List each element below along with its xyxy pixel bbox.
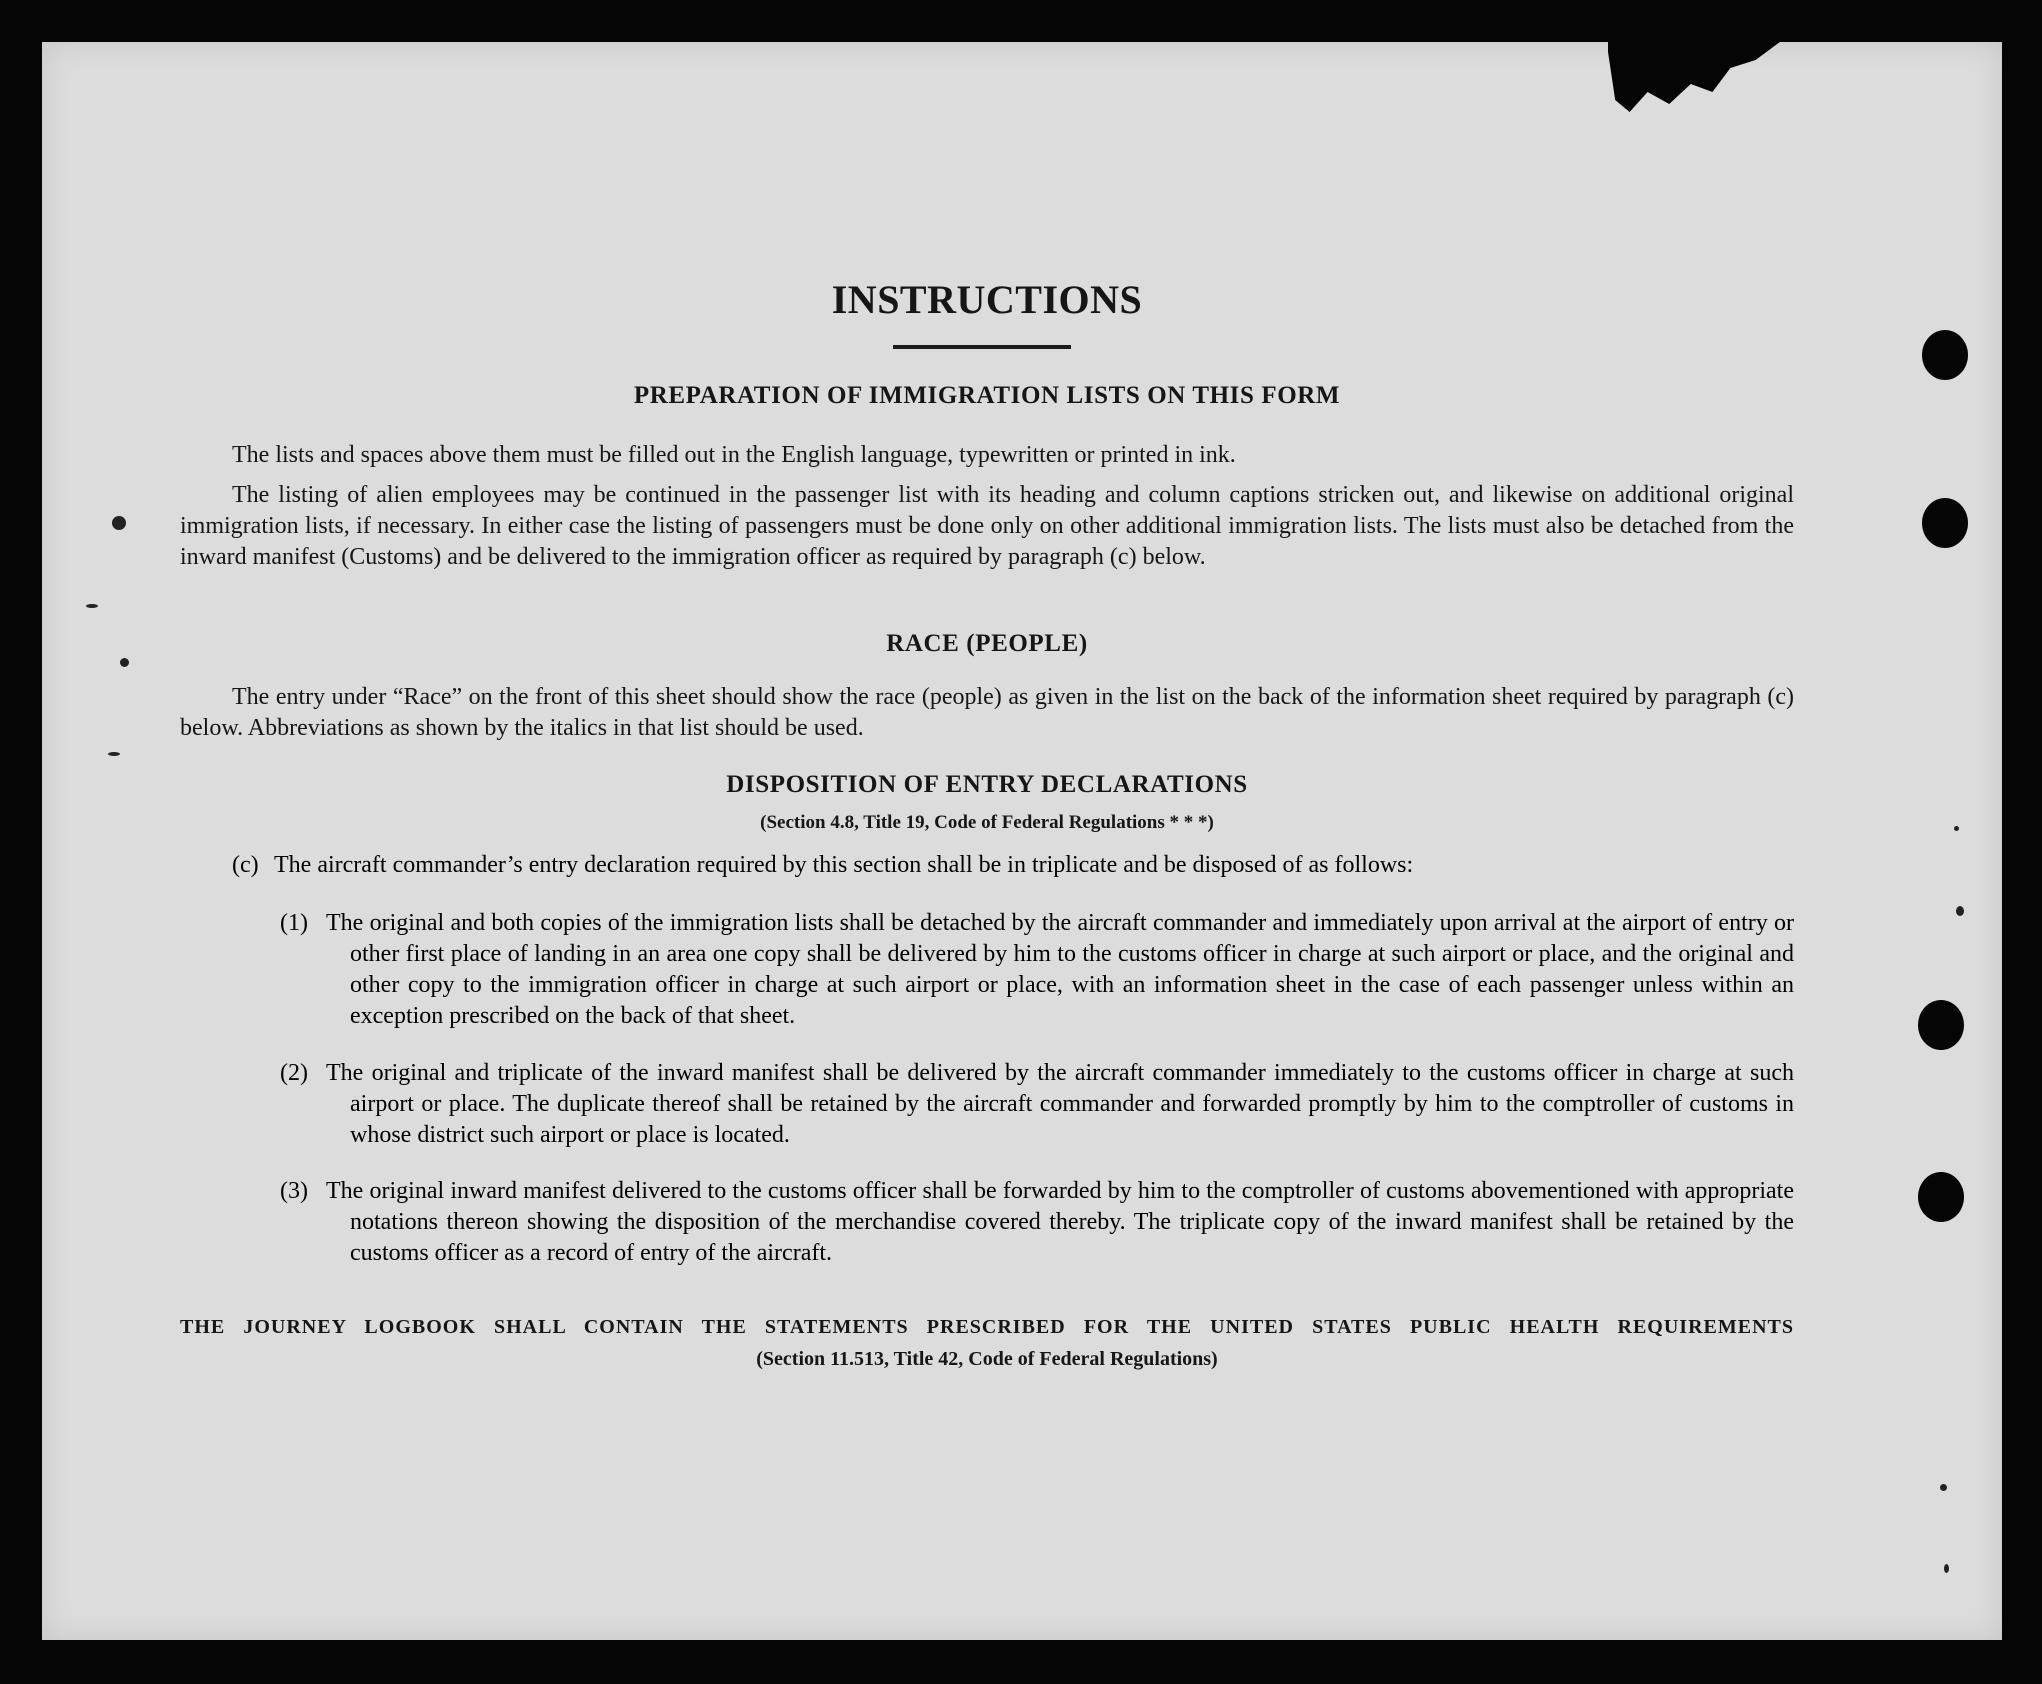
footer-citation: (Section 11.513, Title 42, Code of Federal Regulations) (756, 1348, 1218, 1370)
speck-mark (1954, 826, 1959, 831)
preparation-paragraph-2: The listing of alien employees may be continued in the passenger list with its heading and column captions stricken out, and likewise on additional original immigration lists, if necessary. In either case the listing of passengers must be done only on other additional immigration lists. The lists must also be detached from the inward manifest (Customs) and be delivered to the immigration officer as required by paragraph (c) below. (180, 482, 1794, 570)
disposition-intro: The aircraft commander’s entry declaration required by this section shall be in triplicate and be disposed of as follows: (274, 852, 1414, 878)
speck-mark (1956, 906, 1964, 916)
footer-heading: THE JOURNEY LOGBOOK SHALL CONTAIN THE STATEMENTS PRESCRIBED FOR THE UNITED STATES PUBLIC HEALTH REQUIREMENTS (180, 1316, 1794, 1338)
preparation-heading: PREPARATION OF IMMIGRATION LISTS ON THIS FORM (633, 382, 1341, 409)
item-2-label: (2) (280, 1060, 308, 1086)
item-1-label: (1) (280, 910, 308, 936)
item-3-label: (3) (280, 1178, 308, 1204)
speck-mark (86, 604, 98, 608)
page-title: INSTRUCTIONS (831, 277, 1143, 322)
intro-label: (c) (232, 852, 259, 878)
speck-mark (1940, 1484, 1947, 1491)
punch-hole-4 (1918, 1172, 1964, 1222)
punch-hole-1 (1922, 330, 1968, 380)
race-paragraph: The entry under “Race” on the front of this sheet should show the race (people) as given in the list on the back of the information sheet required by paragraph (c) below. Abbreviations as shown by the italics in that list should be used. (180, 684, 1794, 741)
disposition-citation: (Section 4.8, Title 19, Code of Federal Regulations * * *) (760, 812, 1214, 833)
speck-mark (1944, 1564, 1949, 1573)
item-2-text: The original and triplicate of the inward manifest shall be delivered by the aircraft commander immediately to the customs officer in charge at such airport or place. The duplicate thereof shall be retained by the aircraft commander and forwarded promptly by him to the comptroller of customs in whose district such airport or place is located. (326, 1060, 1794, 1148)
disposition-heading: DISPOSITION OF ENTRY DECLARATIONS (726, 771, 1248, 798)
speck-mark (112, 516, 126, 530)
item-1-text: The original and both copies of the immigration lists shall be detached by the aircraft commander and immediately upon arrival at the airport of entry or other first place of landing in an area one copy shall be delivered by him to the customs officer in charge at such airport or place, and the original and other copy to the immigration officer in charge at such airport or place, with an information sheet in the case of each passenger unless within an exception prescribed on the back of that sheet. (326, 910, 1794, 1029)
item-3-text: The original inward manifest delivered to the customs officer shall be forwarded by him to the comptroller of customs abovementioned with appropriate notations thereon showing the disposition of the merchandise covered thereby. The triplicate copy of the inward manifest shall be retained by the customs officer as a record of entry of the aircraft. (326, 1178, 1794, 1266)
punch-hole-3 (1918, 1000, 1964, 1050)
punch-hole-2 (1922, 498, 1968, 548)
race-heading: RACE (PEOPLE) (886, 630, 1088, 657)
speck-mark (120, 658, 129, 667)
preparation-paragraph-1: The lists and spaces above them must be filled out in the English language, typewritten or printed in ink. (232, 442, 1236, 468)
speck-mark (108, 752, 120, 756)
title-underline (893, 345, 1071, 349)
